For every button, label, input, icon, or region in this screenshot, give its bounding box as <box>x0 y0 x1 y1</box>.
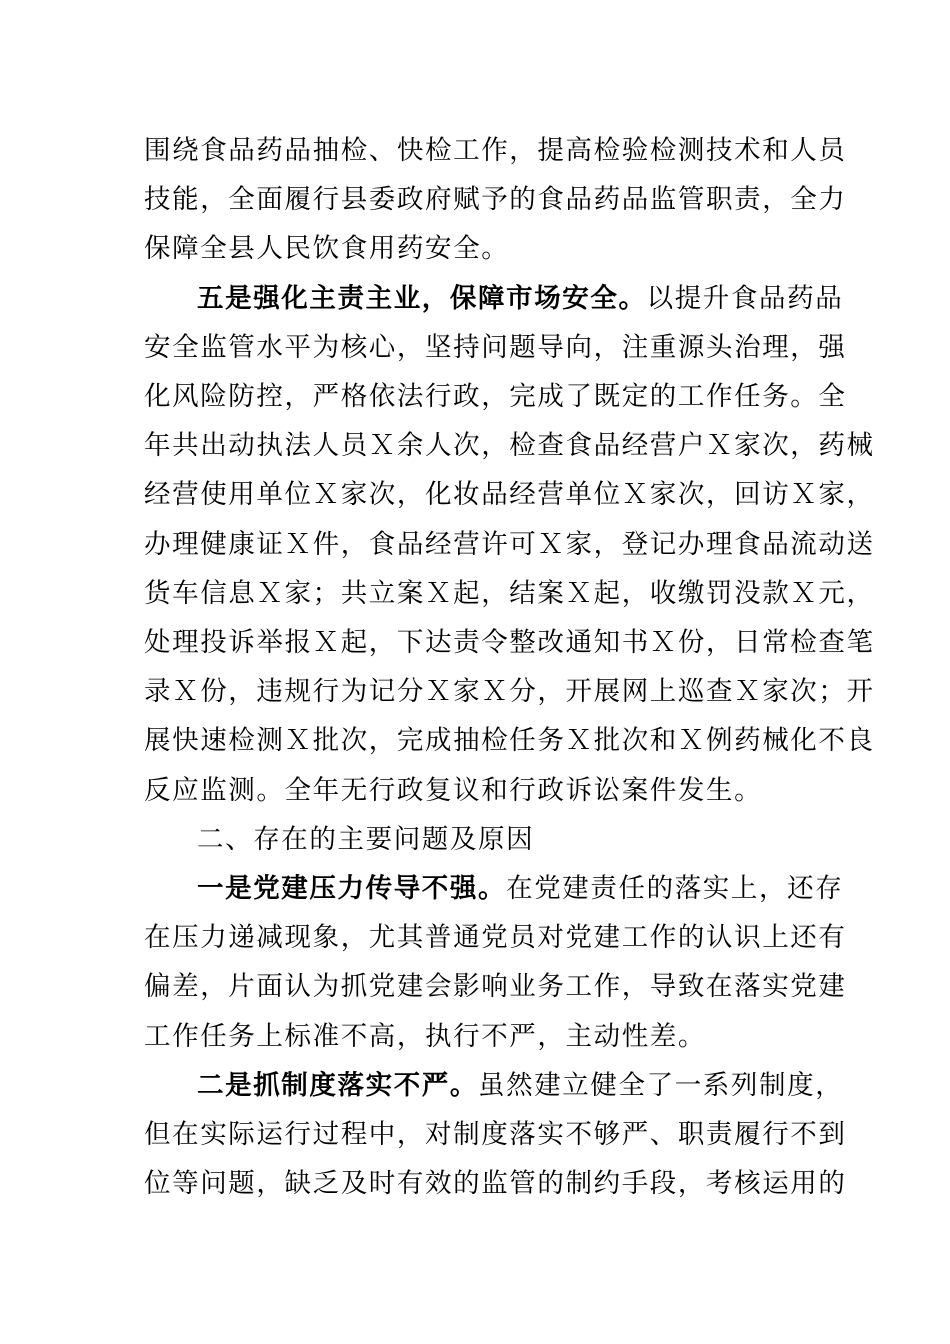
text-line: 年共出动执法人员Ｘ余人次，检查食品经营户Ｘ家次，药械 <box>144 430 875 462</box>
paragraph-lead-bold: 二是抓制度落实不严。 <box>197 1069 478 1101</box>
text-line: 录Ｘ份，违规行为记分Ｘ家Ｘ分，开展网上巡查Ｘ家次；开 <box>144 676 875 708</box>
paragraph-system-implementation <box>144 1061 847 1209</box>
text-line <box>144 1061 844 1110</box>
text-line: 处理投诉举报Ｘ起，下达责令整改通知书Ｘ份，日常检查笔 <box>144 627 875 659</box>
text-line <box>144 864 844 913</box>
paragraph-market-safety <box>144 274 875 815</box>
paragraph-lead-bold: 五是强化主责主业，保障市场安全。 <box>197 282 647 314</box>
text-line <box>144 274 844 323</box>
text-fragment: 以提升食品药品 <box>646 282 844 314</box>
text-fragment: 虽然建立健全了一系列制度， <box>478 1069 844 1101</box>
text-line: 办理健康证Ｘ件，食品经营许可Ｘ家，登记办理食品流动送 <box>144 528 875 560</box>
text-line: 展快速检测Ｘ批次，完成抽检任务Ｘ批次和Ｘ例药械化不良 <box>144 725 875 757</box>
paragraph-party-building <box>144 864 847 1061</box>
paragraph-lead-bold: 一是党建压力传导不强。 <box>197 873 507 905</box>
document-page <box>144 126 875 1208</box>
text-line: 技能，全面履行县委政府赋予的食品药品监管职责，全力 <box>144 184 847 216</box>
text-line: 在压力递减现象，尤其普通党员对党建工作的认识上还有 <box>144 922 847 954</box>
text-line: 位等问题，缺乏及时有效的监管的制约手段，考核运用的 <box>144 1168 847 1200</box>
text-line: 化风险防控，严格依法行政，完成了既定的工作任务。全 <box>144 381 847 413</box>
paragraph-food-drug-inspection <box>144 126 847 274</box>
text-line: 安全监管水平为核心，坚持问题导向，注重源头治理，强 <box>144 331 847 363</box>
text-line: 货车信息Ｘ家；共立案Ｘ起，结案Ｘ起，收缴罚没款Ｘ元， <box>144 577 875 609</box>
text-line: 工作任务上标准不高，执行不严，主动性差。 <box>144 1020 706 1052</box>
section-heading: 二、存在的主要问题及原因 <box>197 823 535 855</box>
text-line: 经营使用单位Ｘ家次，化妆品经营单位Ｘ家次，回访Ｘ家， <box>144 479 875 511</box>
text-fragment: 在党建责任的落实上，还存 <box>506 873 844 905</box>
text-line: 反应监测。全年无行政复议和行政诉讼案件发生。 <box>144 774 763 806</box>
text-line: 偏差，片面认为抓党建会影响业务工作，导致在落实党建 <box>144 971 847 1003</box>
text-line: 围绕食品药品抽检、快检工作，提高检验检测技术和人员 <box>144 135 847 166</box>
text-line: 保障全县人民饮食用药安全。 <box>144 233 510 265</box>
text-line: 但在实际运行过程中，对制度落实不够严、职责履行不到 <box>144 1119 847 1151</box>
